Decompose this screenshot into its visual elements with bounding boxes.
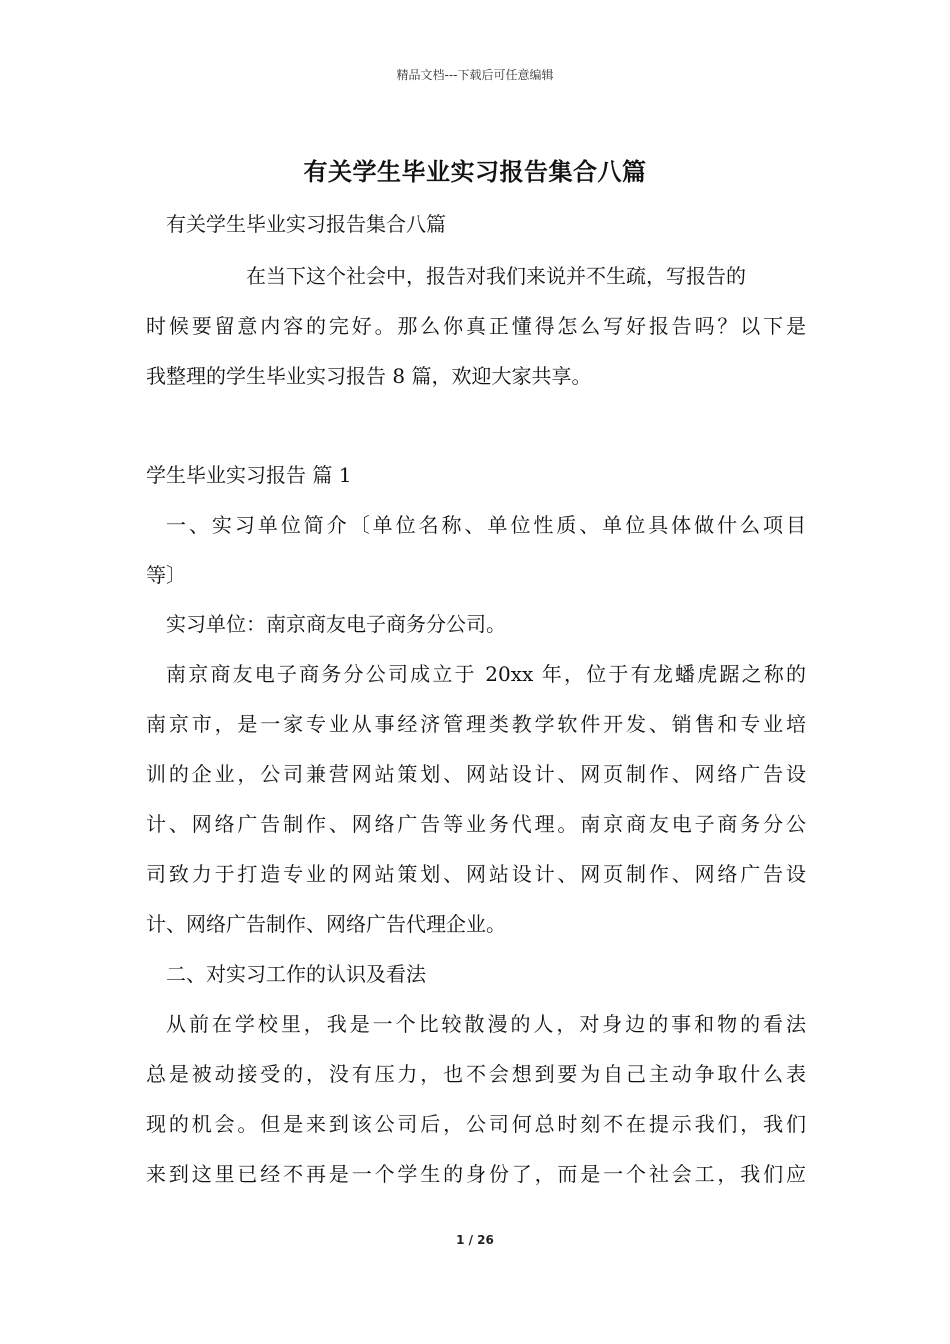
intro-line-2: 时候要留意内容的完好。那么你真正懂得怎么写好报告吗？以下是 <box>146 314 806 338</box>
page-number: 1 / 26 <box>456 1233 494 1247</box>
company-line-6: 计、网络广告制作、网络广告代理企业。 <box>146 912 506 936</box>
unit-line: 实习单位：南京商友电子商务分公司。 <box>166 612 506 636</box>
part2-heading: 二、对实习工作的认识及看法 <box>166 962 426 986</box>
intro-line-3: 我整理的学生毕业实习报告 8 篇，欢迎大家共享。 <box>146 364 592 388</box>
company-line-5: 司致力于打造专业的网站策划、网站设计、网页制作、网络广告设 <box>146 862 806 886</box>
part2-line-4: 来到这里已经不再是一个学生的身份了，而是一个社会工，我们应 <box>146 1162 806 1186</box>
section-heading: 学生毕业实习报告 篇 1 <box>146 463 352 487</box>
document-title: 有关学生毕业实习报告集合八篇 <box>303 158 647 186</box>
intro-line-1: 在当下这个社会中，报告对我们来说并不生疏，写报告的 <box>246 264 746 288</box>
part1-heading-line-1: 一、实习单位简介〔单位名称、单位性质、单位具体做什么项目 <box>166 513 806 537</box>
part2-line-2: 总是被动接受的，没有压力，也不会想到要为自己主动争取什么表 <box>146 1062 806 1086</box>
part2-line-1: 从前在学校里，我是一个比较散漫的人，对身边的事和物的看法 <box>166 1012 806 1036</box>
company-line-1: 南京商友电子商务分公司成立于 20xx 年，位于有龙蟠虎踞之称的 <box>166 662 806 686</box>
company-line-4: 计、网络广告制作、网络广告等业务代理。南京商友电子商务分公 <box>146 812 806 836</box>
document-subtitle: 有关学生毕业实习报告集合八篇 <box>166 212 446 236</box>
company-line-2: 南京市，是一家专业从事经济管理类教学软件开发、销售和专业培 <box>146 712 806 736</box>
part1-heading-line-2: 等〕 <box>146 563 186 587</box>
company-line-3: 训的企业，公司兼营网站策划、网站设计、网页制作、网络广告设 <box>146 762 806 786</box>
part2-line-3: 现的机会。但是来到该公司后，公司何总时刻不在提示我们，我们 <box>146 1112 806 1136</box>
page-header: 精品文档---下载后可任意编辑 <box>396 68 554 82</box>
